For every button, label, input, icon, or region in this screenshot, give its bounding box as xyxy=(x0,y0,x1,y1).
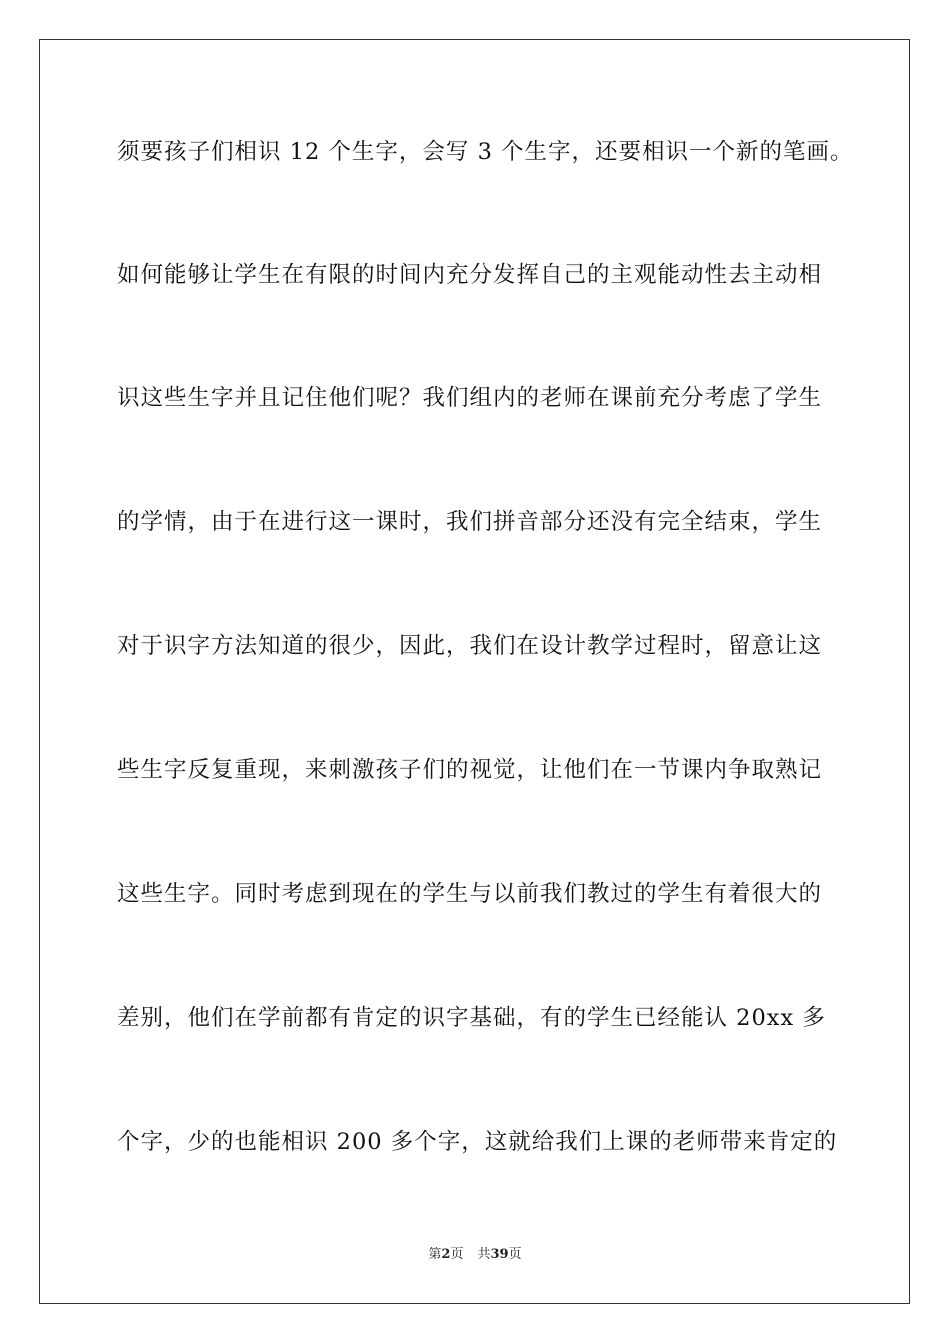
body-text-line-7: 这些生字。同时考虑到现在的学生与以前我们教过的学生有着很大的 xyxy=(117,881,823,907)
body-text-line-4: 的学情，由于在进行这一课时，我们拼音部分还没有完全结束，学生 xyxy=(117,509,823,535)
footer-total-pages: 39 xyxy=(490,1247,509,1262)
body-text-line-8: 差别，他们在学前都有肯定的识字基础，有的学生已经能认 20xx 多 xyxy=(117,1005,826,1031)
footer-page-prefix: 第 xyxy=(428,1247,442,1262)
body-text-line-2: 如何能够让学生在有限的时间内充分发挥自己的主观能动性去主动相 xyxy=(117,262,823,288)
body-text-line-9: 个字，少的也能相识 200 多个字，这就给我们上课的老师带来肯定的 xyxy=(117,1129,838,1155)
body-text-line-5: 对于识字方法知道的很少，因此，我们在设计教学过程时，留意让这 xyxy=(117,633,823,659)
body-text-line-3: 识这些生字并且记住他们呢？我们组内的老师在课前充分考虑了学生 xyxy=(117,385,823,411)
footer-page-suffix: 页 xyxy=(450,1247,464,1262)
footer-total-prefix: 共 xyxy=(477,1247,491,1262)
body-text-line-1: 须要孩子们相识 12 个生字，会写 3 个生字，还要相识一个新的笔画。 xyxy=(117,139,854,165)
body-text-line-6: 些生字反复重现，来刺激孩子们的视觉，让他们在一节课内争取熟记 xyxy=(117,757,823,783)
footer-total-suffix: 页 xyxy=(508,1247,522,1262)
footer-page-number: 2 xyxy=(441,1247,451,1262)
page-border xyxy=(39,39,910,1304)
page-footer xyxy=(0,1247,950,1263)
